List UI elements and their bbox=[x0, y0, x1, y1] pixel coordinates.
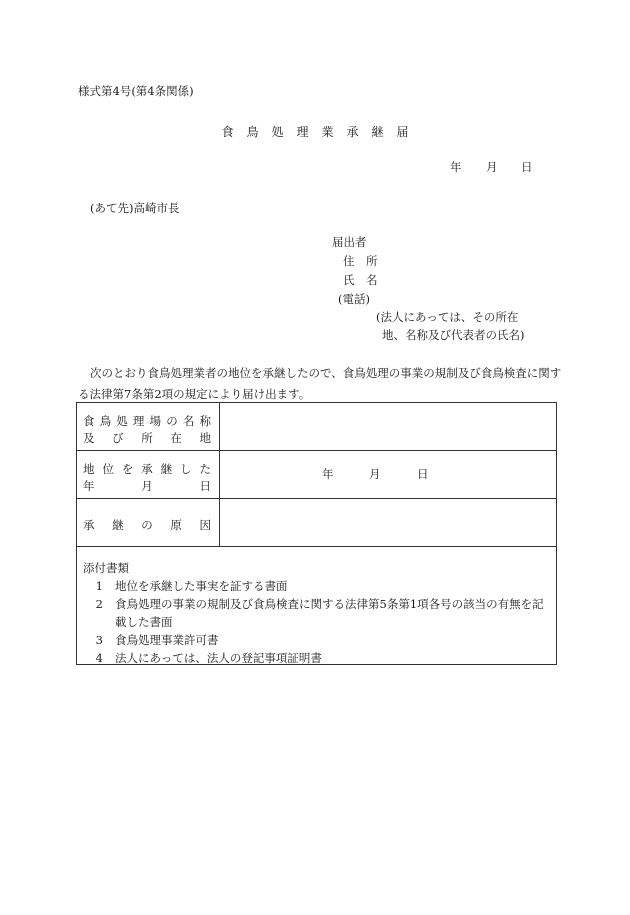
applicant-address-label: 住 所 bbox=[343, 254, 378, 268]
list-item: 2 食鳥処理の事業の規制及び食鳥検査に関する法律第5条第1項各号の該当の有無を記載した書面 bbox=[95, 597, 544, 629]
title-char: 継 bbox=[371, 125, 384, 139]
facility-name-label: 食 鳥 処 理 場 の 名 称 及 び 所 在 地 bbox=[77, 403, 220, 451]
date-year: 年 bbox=[450, 160, 462, 174]
table-row bbox=[77, 499, 557, 547]
applicant-note-line1: (法人にあっては、その所在 bbox=[376, 310, 519, 324]
attachments-heading: 添付書類 bbox=[83, 561, 129, 575]
list-item: 3 食鳥処理事業許可書 bbox=[95, 633, 219, 647]
title-char: 承 bbox=[346, 125, 359, 139]
title-char: 処 bbox=[271, 125, 284, 139]
date-month: 月 bbox=[486, 160, 498, 174]
succession-date-value[interactable] bbox=[220, 451, 557, 499]
table-row bbox=[77, 403, 557, 451]
list-item: 4 法人にあっては、法人の登記事項証明書 bbox=[95, 651, 322, 665]
addressee: (あて先)高崎市長 bbox=[90, 201, 180, 215]
succession-day: 日 bbox=[417, 467, 429, 481]
attachments-cell bbox=[77, 547, 557, 665]
title-char: 理 bbox=[296, 125, 309, 139]
date-day: 日 bbox=[521, 160, 533, 174]
succession-cause-value[interactable] bbox=[220, 499, 557, 547]
table-row bbox=[77, 547, 557, 665]
applicant-note-line2: 地、名称及び代表者の氏名) bbox=[382, 328, 525, 342]
title-char: 食 bbox=[221, 125, 234, 139]
applicant-name-label: 氏 名 bbox=[343, 273, 378, 287]
body-paragraph: 次のとおり食鳥処理業者の地位を承継したので、食鳥処理の事業の規制及び食鳥検査に関する法律第7条第2項の規定により届け出ます。 bbox=[78, 366, 562, 401]
title-char: 届 bbox=[396, 125, 409, 139]
applicant-heading: 届出者 bbox=[332, 235, 367, 249]
succession-month: 月 bbox=[369, 467, 381, 481]
form-number-label: 様式第4号(第4条関係) bbox=[78, 84, 194, 98]
list-item: 1 地位を承継した事実を証する書面 bbox=[95, 579, 288, 593]
succession-cause-label: 承 継 の 原 因 bbox=[77, 499, 220, 547]
table-row bbox=[77, 451, 557, 499]
title-char: 業 bbox=[321, 125, 334, 139]
form-table bbox=[76, 402, 557, 665]
succession-date-label: 地 位 を 承 継 し た 年 月 日 bbox=[77, 451, 220, 499]
title-char: 鳥 bbox=[246, 125, 259, 139]
document-title bbox=[0, 126, 630, 138]
applicant-phone-label: (電話) bbox=[338, 292, 370, 306]
succession-year: 年 bbox=[322, 467, 334, 481]
facility-name-value[interactable] bbox=[220, 403, 557, 451]
